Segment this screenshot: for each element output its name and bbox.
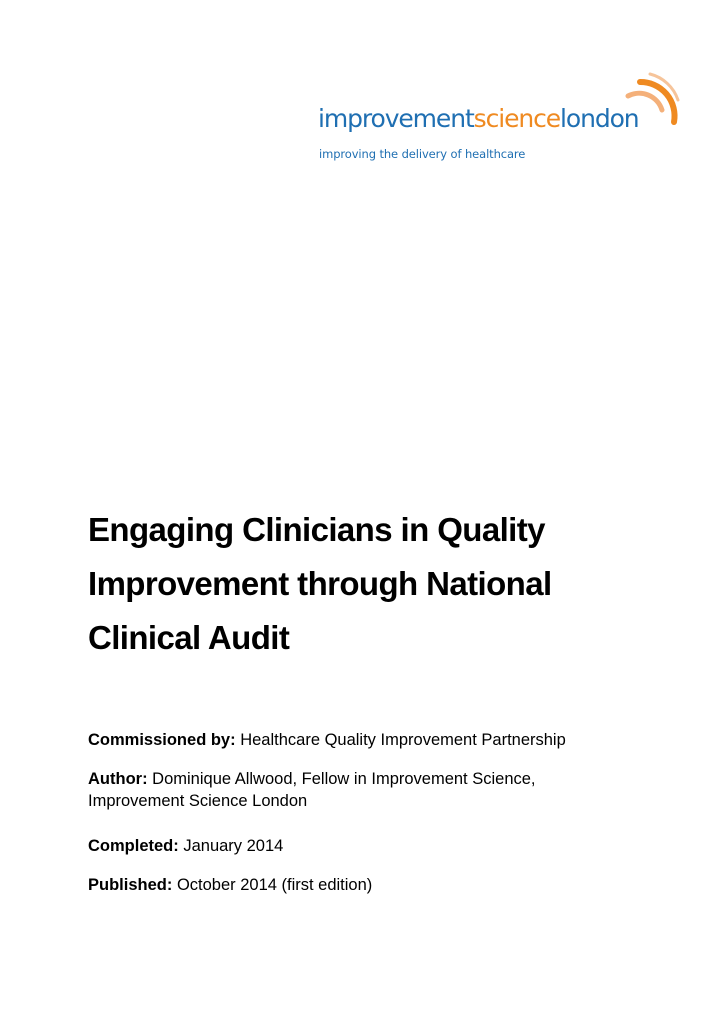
completed-label: Completed: — [88, 837, 179, 855]
logo-word-science: science — [473, 104, 561, 133]
published-value: October 2014 (first edition) — [176, 876, 373, 894]
author-line — [88, 768, 648, 812]
logo-wordmark — [318, 106, 639, 131]
document-title — [88, 503, 648, 665]
logo-tagline: improving the delivery of healthcare — [319, 147, 526, 161]
logo-word-improvement: improvement — [318, 104, 474, 133]
organization-logo — [318, 70, 688, 170]
logo-word-london: london — [560, 104, 639, 133]
commissioned-label: Commissioned by: — [88, 731, 236, 749]
published-label: Published: — [88, 876, 173, 894]
title-line-2: Improvement through National — [88, 565, 552, 602]
published-line — [88, 874, 648, 896]
title-line-1: Engaging Clinicians in Quality — [88, 511, 545, 548]
commissioned-value: Healthcare Quality Improvement Partnership — [240, 731, 566, 749]
title-line-3: Clinical Audit — [88, 619, 290, 656]
author-value-line-2: Improvement Science London — [88, 792, 308, 810]
completed-line — [88, 835, 648, 857]
completed-value: January 2014 — [183, 837, 284, 855]
commissioned-by-line — [88, 729, 648, 751]
author-value-line-1: Dominique Allwood, Fellow in Improvement Science, — [152, 770, 536, 788]
author-label: Author: — [88, 770, 148, 788]
